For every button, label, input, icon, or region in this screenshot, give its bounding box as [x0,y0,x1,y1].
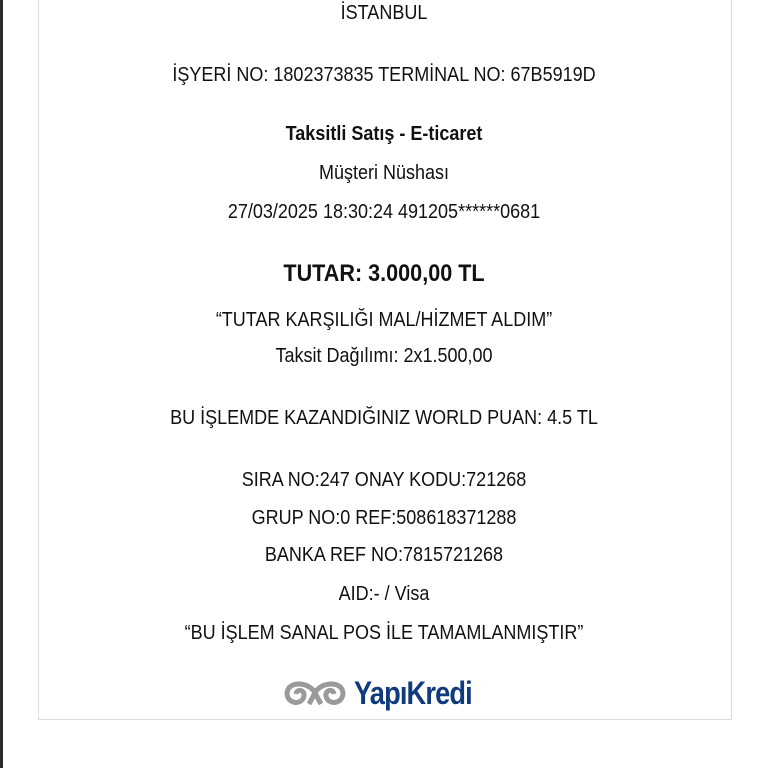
group-ref: GRUP NO:0 REF:508618371288 [251,507,517,529]
yapikredi-emblem-icon [282,676,348,710]
aid: AID:- / Visa [338,583,430,605]
points-earned: BU İŞLEMDE KAZANDIĞINIZ WORLD PUAN: 4.5 TL [170,407,598,429]
merchant-terminal-line: İŞYERİ NO: 1802373835 TERMİNAL NO: 67B5919D [172,64,596,86]
sequence-approval: SIRA NO:247 ONAY KODU:721268 [241,469,527,491]
window-edge [0,0,3,768]
transaction-type: Taksitli Satış - E-ticaret [285,123,483,145]
copy-label: Müşteri Nüshası [318,162,450,184]
footer-note: “BU İŞLEM SANAL POS İLE TAMAMLANMIŞTIR” [184,622,584,644]
logo-text: YapıKredi [354,674,472,711]
yapikredi-logo [282,674,493,712]
city: İSTANBUL [340,2,428,24]
amount: TUTAR: 3.000,00 TL [283,260,485,287]
installments: Taksit Dağılımı: 2x1.500,00 [275,345,493,367]
acknowledgement: “TUTAR KARŞILIĞI MAL/HİZMET ALDIM” [215,309,553,331]
bank-ref: BANKA REF NO:7815721268 [264,544,504,566]
datetime-card-number: 27/03/2025 18:30:24 491205******0681 [227,201,541,223]
